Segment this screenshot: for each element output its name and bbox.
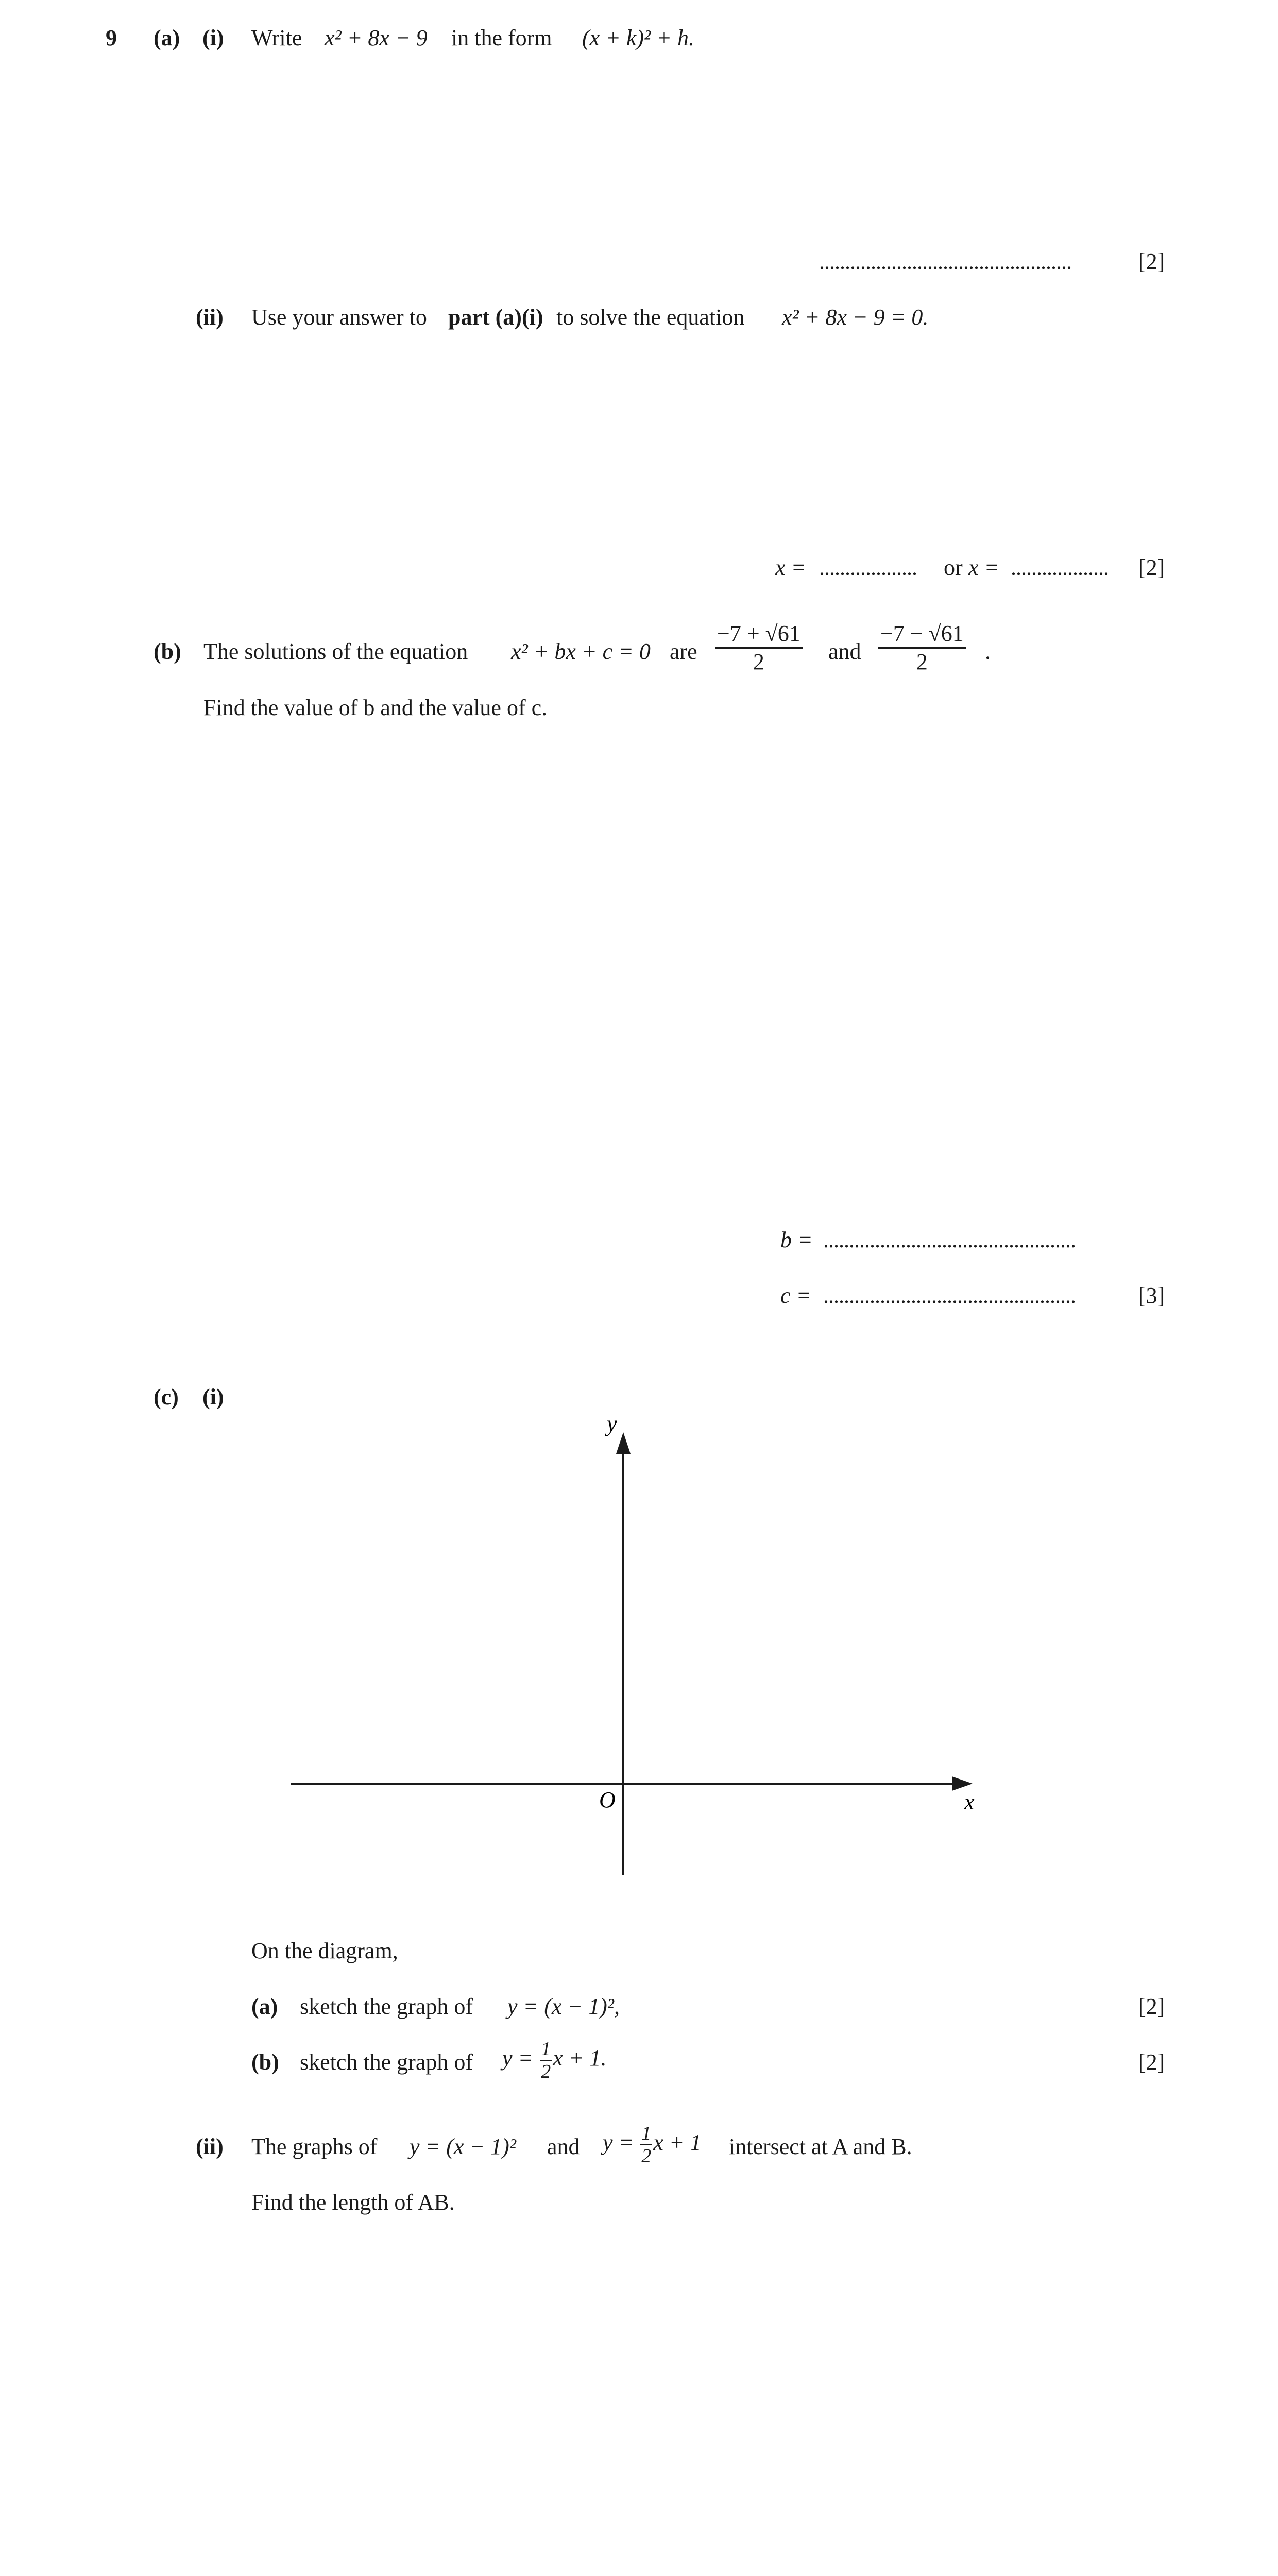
ci-a-marks: [2] (1138, 1994, 1165, 2019)
b-solution-1-numerator: −7 + √61 (715, 622, 803, 649)
y-axis-label: y (607, 1411, 617, 1436)
cii-text-end: intersect at A and B. (729, 2134, 912, 2159)
aii-x1-answer-line[interactable]: ................... (819, 555, 917, 580)
cii-equation-1: y = (x − 1)² (410, 2134, 516, 2159)
part-a-label: (a) (154, 25, 180, 50)
b-b-answer-line[interactable]: ................................................. (823, 1227, 1076, 1252)
aii-equation: x² + 8x − 9 = 0. (782, 304, 929, 330)
ai-marks: [2] (1138, 249, 1165, 274)
ci-b-equation (502, 2039, 606, 2081)
ai-expression: x² + 8x − 9 (325, 25, 428, 50)
ci-b-text: sketch the graph of (300, 2049, 473, 2075)
ci-b-frac-den: 2 (541, 2061, 551, 2082)
aii-bold-reference: part (a)(i) (448, 304, 543, 330)
part-c-label: (c) (154, 1384, 179, 1410)
aii-x1-label: x = (775, 555, 807, 580)
ci-intro-text: On the diagram, (251, 1938, 398, 1963)
ai-answer-line[interactable]: ................................................. (819, 249, 1071, 274)
aii-or-text: or (944, 555, 963, 580)
y-axis-arrowhead (616, 1432, 631, 1454)
part-b-label: (b) (154, 639, 181, 664)
ai-write-text: Write (251, 25, 302, 50)
origin-label: O (599, 1787, 616, 1812)
cii-frac-den: 2 (641, 2145, 652, 2167)
ci-a-text: sketch the graph of (300, 1994, 473, 2019)
cii-find-text: Find the length of AB. (251, 2190, 455, 2215)
cii-eq2-prefix: y = (603, 2130, 634, 2156)
part-aii-label: (ii) (196, 304, 224, 330)
ai-in-the-form-text: in the form (451, 25, 552, 50)
ci-b-eq-prefix: y = (502, 2045, 534, 2071)
b-period: . (985, 639, 991, 664)
b-b-label: b = (780, 1227, 813, 1252)
part-ai-label: (i) (202, 25, 224, 50)
aii-x2-answer-line[interactable]: ................... (1011, 555, 1109, 580)
b-c-answer-line[interactable]: ................................................. (823, 1283, 1076, 1308)
part-cii-label: (ii) (196, 2134, 224, 2159)
b-c-label: c = (780, 1283, 812, 1308)
aii-text-middle: to solve the equation (556, 304, 745, 330)
ai-target-form: (x + k)² + h. (582, 25, 694, 50)
ci-b-frac-num: 1 (541, 2038, 551, 2060)
ci-b-label: (b) (251, 2049, 279, 2075)
aii-marks: [2] (1138, 555, 1165, 580)
question-number: 9 (106, 25, 117, 50)
ci-b-marks: [2] (1138, 2049, 1165, 2075)
part-ci-label: (i) (202, 1384, 224, 1410)
b-find-text: Find the value of b and the value of c. (203, 695, 548, 720)
cii-eq2-suffix: x + 1 (653, 2130, 702, 2156)
aii-x2-label: x = (968, 555, 1000, 580)
cii-frac-num: 1 (641, 2123, 652, 2144)
b-are-text: are (670, 639, 697, 664)
ci-a-equation: y = (x − 1)², (507, 1994, 620, 2019)
b-solution-1-denominator: 2 (753, 649, 764, 674)
b-and-text: and (828, 639, 861, 664)
b-equation: x² + bx + c = 0 (511, 639, 651, 664)
cii-text-start: The graphs of (251, 2134, 378, 2159)
cii-equation-2 (603, 2124, 701, 2166)
ci-b-eq-suffix: x + 1. (553, 2045, 607, 2071)
b-solution-2-numerator: −7 − √61 (878, 622, 966, 649)
b-marks: [3] (1138, 1283, 1165, 1308)
x-axis-label: x (964, 1789, 975, 1815)
b-text: The solutions of the equation (203, 639, 468, 664)
b-solution-2-denominator: 2 (916, 649, 928, 674)
cii-and-text: and (547, 2134, 580, 2159)
x-axis-arrowhead (952, 1776, 973, 1791)
ci-a-label: (a) (251, 1994, 278, 2019)
aii-text-start: Use your answer to (251, 304, 427, 330)
